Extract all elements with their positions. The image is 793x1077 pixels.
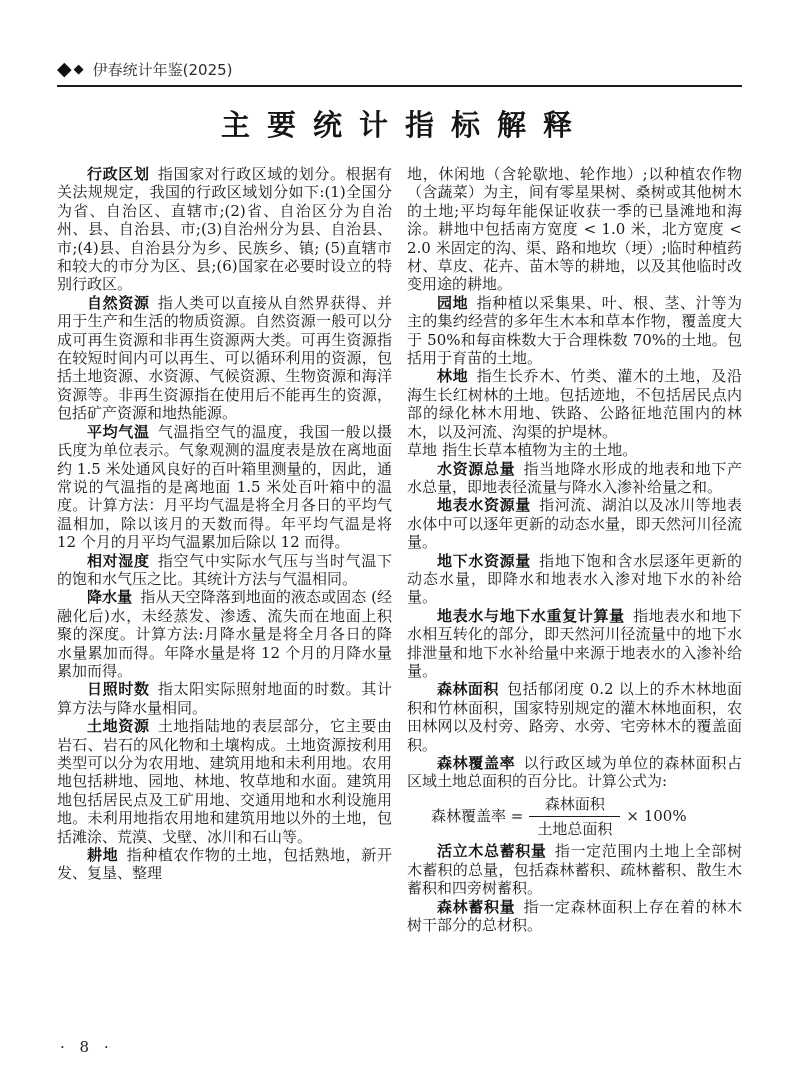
definition-text: 指生长草本植物为主的土地。 (442, 441, 638, 460)
definition-paragraph (407, 496, 742, 551)
definition-paragraph (407, 607, 742, 681)
term-label: 林地 (437, 367, 469, 386)
definition-paragraph (57, 588, 392, 680)
definition-text: 指河流、湖泊以及冰川等地表水体中可以逐年更新的动态水量，即天然河川径流量。 (407, 496, 742, 552)
definition-paragraph (407, 842, 742, 897)
forest-coverage-formula (431, 794, 742, 840)
term-label: 平均气温 (87, 422, 150, 441)
definition-text: 指种植以采集果、叶、根、茎、汁等为主的集约经营的多年生木本和草本作物，覆盖度大于 50%和每亩株数大于合理株数 70%的土地。包括用于育苗的土地。 (407, 293, 742, 368)
diamond-small-icon: ◆ (73, 62, 84, 77)
definition-paragraph (407, 441, 742, 459)
term-label: 地下水资源量 (437, 551, 531, 570)
definition-paragraph (407, 460, 742, 497)
definition-text: 土地指陆地的表层部分，它主要由岩石、岩石的风化物和土壤构成。土地资源按利用类型可以分为农用地、建筑用地和未利用地。农用地包括耕地、园地、林地、牧草地和水面。建筑用地包括居民点及工矿用地、交通用地和水利设施用地。未利用地指农用地和建筑用地以外的土地，包括滩涂、荒漠、戈壁、冰川和石山等。 (57, 717, 392, 846)
definition-paragraph (57, 423, 392, 552)
definition-paragraph (407, 552, 742, 607)
page-header (57, 0, 742, 87)
definition-text: 指空气中实际水气压与当时气温下的饱和水气压之比。其统计方法与气温相同。 (57, 551, 392, 588)
definition-paragraph (407, 165, 742, 294)
definition-text: 指国家对行政区域的划分。根据有关法规规定，我国的行政区域划分如下:(1)全国分为省、自治区、直辖市;(2)省、自治区分为自治州、县、自治县、市;(3)自治州分为县、自治县、市;(4)县、自治县分为乡、民族乡、镇; (5)直辖市和较大的市分为区、县;(6)国家在必要时设立的特别行政区。 (57, 165, 392, 294)
definition-paragraph (57, 294, 392, 423)
definition-paragraph (407, 294, 742, 368)
term-label: 相对湿度 (87, 551, 150, 570)
term-label: 森林蓄积量 (437, 897, 516, 916)
term-label: 耕地 (87, 846, 119, 865)
formula-denominator: 土地总面积 (537, 820, 613, 839)
definition-paragraph (407, 898, 742, 935)
term-label: 土地资源 (87, 717, 150, 736)
term-label: 地表水资源量 (437, 496, 531, 515)
definition-text: 地，休闲地（含轮歇地、轮作地）;以种植农作物（含蔬菜）为主，间有零星果树、桑树或其他树木的土地;平均每年能保证收获一季的已垦滩地和海涂。耕地中包括南方宽度 < 1.0 米，北方宽度 < 2.0 米固定的沟、渠、路和地坎（埂）;临时种植药材、草皮、花卉、苗木等的耕地，以及其他临时改变用途的耕地。 (407, 165, 742, 294)
definition-paragraph (57, 552, 392, 589)
term-label: 草地 (407, 441, 438, 460)
definition-text: 指地下饱和含水层逐年更新的动态水量，即降水和地表水入渗对地下水的补给量。 (407, 551, 742, 607)
definition-text: 指地表水和地下水相互转化的部分，即天然河川径流量中的地下水排泄量和地下水补给量中来源于地表水的入渗补给量。 (407, 606, 742, 680)
page-number: · 8 · (60, 1038, 114, 1056)
definition-text: 以行政区域为单位的森林面积占区域土地总面积的百分比。计算公式为: (407, 754, 742, 791)
definition-text: 指生长乔木、竹类、灌木的土地，及沿海生长红树林的土地。包括迹地，不包括居民点内部的绿化林木用地、铁路、公路征地范围内的林木，以及河流、沟渠的护堤林。 (407, 367, 742, 441)
definition-text: 指当地降水形成的地表和地下产水总量，即地表径流量与降水入渗补给量之和。 (407, 459, 742, 496)
page-title: 主要统计指标解释 (220, 108, 589, 142)
definition-paragraph (57, 680, 392, 717)
term-label: 自然资源 (87, 293, 150, 312)
definition-text: 指种植农作物的土地，包括熟地，新开发、复垦、整理 (57, 846, 392, 883)
definition-text: 指一定森林面积上存在着的林木树干部分的总材积。 (407, 897, 742, 934)
term-label: 森林覆盖率 (437, 754, 516, 772)
yearbook-title: 伊春统计年鉴(2025) (92, 61, 233, 79)
term-label: 降水量 (87, 588, 133, 607)
left-column (57, 165, 392, 934)
definition-text: 包括郁闭度 0.2 以上的乔木林地面积和竹林面积，国家特别规定的灌木林地面积，农田林网以及村旁、路旁、水旁、宅旁林木的覆盖面积。 (407, 680, 742, 754)
term-label: 园地 (437, 293, 469, 312)
definition-paragraph (57, 165, 392, 294)
term-label: 水资源总量 (437, 459, 516, 478)
formula-rhs: × 100% (626, 807, 687, 826)
formula-lhs: 森林覆盖率 = (431, 807, 524, 826)
definition-text: 指一定范围内土地上全部树木蓄积的总量，包括森林蓄积、疏林蓄积、散生木蓄积和四旁树蓄积。 (407, 842, 742, 898)
right-column (407, 165, 742, 934)
definition-text: 指从天空降落到地面的液态或固态 (经融化后)水，未经蒸发、渗透、流失而在地面上积聚的深度。计算方法:月降水量是将全月各日的降水量累加而得。年降水量是将 12 个月的月降水量累加而得。 (57, 588, 392, 680)
term-label: 森林面积 (437, 680, 499, 699)
formula-fraction (529, 794, 620, 840)
term-label: 行政区划 (87, 165, 150, 183)
definition-text: 气温指空气的温度，我国一般以摄氏度为单位表示。气象观测的温度表是放在离地面约 1.5 米处通风良好的百叶箱里测量的，因此，通常说的气温指的是离地面 1.5 米处百叶箱中的温度。计算方法：月平均气温是将全月各日的平均气温相加，除以该月的天数而得。年平均气温是将 12 个月的月平均气温累加后除以 12 而得。 (57, 422, 392, 552)
definition-text: 指人类可以直接从自然界获得、并用于生产和生活的物质资源。自然资源一般可以分成可再生资源和非再生资源两大类。可再生资源指在较短时间内可以再生、可以循环利用的资源，包括土地资源、水资源、气候资源、生物资源和海洋资源等。非再生资源指在使用后不能再生的资源，包括矿产资源和地热能源。 (57, 293, 392, 423)
definition-text: 指太阳实际照射地面的时数。其计算方法与降水量相同。 (57, 680, 392, 717)
definition-paragraph (407, 680, 742, 754)
term-label: 地表水与地下水重复计算量 (437, 606, 625, 625)
definition-paragraph (57, 717, 392, 846)
formula-numerator: 森林面积 (529, 794, 620, 817)
definition-paragraph (57, 846, 392, 883)
diamond-large-icon: ◆ (57, 58, 72, 80)
term-label: 活立木总蓄积量 (437, 842, 547, 861)
definition-paragraph (407, 367, 742, 441)
term-label: 日照时数 (87, 680, 150, 699)
two-column-text (57, 165, 742, 934)
definition-paragraph (407, 754, 742, 791)
